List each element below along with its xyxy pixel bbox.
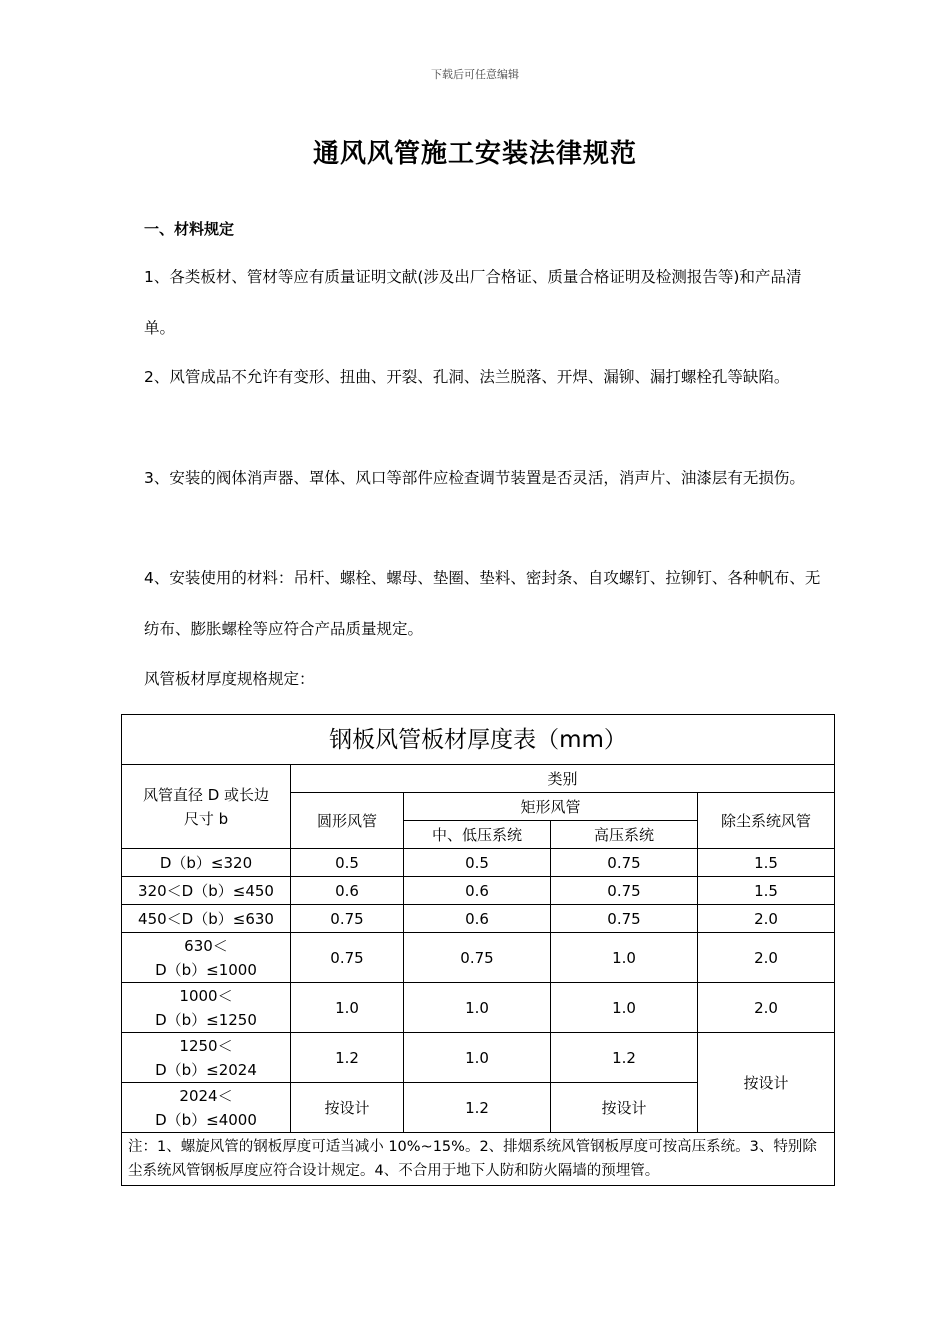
low-thickness-cell: 1.0 xyxy=(404,983,551,1033)
high-thickness-cell: 1.2 xyxy=(551,1033,698,1083)
table-caption: 钢板风管板材厚度表（mm） xyxy=(122,715,835,765)
paragraph-2: 2、风管成品不允许有变形、扭曲、开裂、孔洞、法兰脱落、开焊、漏铆、漏打螺栓孔等缺陷。 xyxy=(144,368,790,386)
size-line: 450＜D（b）≤630 xyxy=(138,909,274,928)
low-thickness-cell: 1.0 xyxy=(404,1033,551,1083)
size-column-header xyxy=(122,765,291,849)
dust-thickness-cell: 2.0 xyxy=(698,983,835,1033)
dust-duct-header: 除尘系统风管 xyxy=(698,793,835,849)
size-line: D（b）≤1000 xyxy=(155,960,257,979)
low-thickness-cell: 0.75 xyxy=(404,933,551,983)
rect-high-pressure-header: 高压系统 xyxy=(551,821,698,849)
size-line: D（b）≤4000 xyxy=(155,1110,257,1129)
rect-low-pressure-header: 中、低压系统 xyxy=(404,821,551,849)
size-cell xyxy=(122,905,291,933)
size-line: D（b）≤320 xyxy=(159,853,253,872)
table-row xyxy=(122,983,835,1033)
round-duct-header: 圆形风管 xyxy=(291,793,404,849)
dust-thickness-cell: 按设计 xyxy=(698,1033,835,1133)
low-thickness-cell: 1.2 xyxy=(404,1083,551,1133)
table-note: 注：1、螺旋风管的钢板厚度可适当减小 10%~15%。2、排烟系统风管钢板厚度可按高压系统。3、特别除尘系统风管钢板厚度应符合设计规定。4、不合用于地下人防和防火隔墙的预埋管。 xyxy=(122,1133,835,1186)
low-thickness-cell: 0.6 xyxy=(404,905,551,933)
paragraph-1: 1、各类板材、管材等应有质量证明文献(涉及出厂合格证、质量合格证明及检测报告等)和产品清单。 xyxy=(144,268,802,337)
high-thickness-cell: 按设计 xyxy=(551,1083,698,1133)
table-row xyxy=(122,933,835,983)
high-thickness-cell: 1.0 xyxy=(551,933,698,983)
low-thickness-cell: 0.6 xyxy=(404,877,551,905)
round-thickness-cell: 0.75 xyxy=(291,905,404,933)
document-title: 通风风管施工安装法律规范 xyxy=(312,139,637,169)
category-header: 类别 xyxy=(291,765,835,793)
dust-thickness-cell: 1.5 xyxy=(698,877,835,905)
size-line: 320＜D（b）≤450 xyxy=(138,881,274,900)
size-line: D（b）≤2024 xyxy=(155,1060,257,1079)
low-thickness-cell: 0.5 xyxy=(404,849,551,877)
size-cell xyxy=(122,877,291,905)
size-line: 1000＜ xyxy=(179,986,233,1005)
size-line: 2024＜ xyxy=(179,1086,233,1105)
round-thickness-cell: 0.6 xyxy=(291,877,404,905)
rect-duct-header: 矩形风管 xyxy=(404,793,698,821)
table-row xyxy=(122,1033,835,1083)
size-cell xyxy=(122,1033,291,1083)
paragraph-4: 4、安装使用的材料：吊杆、螺栓、螺母、垫圈、垫料、密封条、自攻螺钉、拉铆钉、各种帆布、无纺布、膨胀螺栓等应符合产品质量规定。 xyxy=(144,569,821,638)
table-row xyxy=(122,877,835,905)
round-thickness-cell: 按设计 xyxy=(291,1083,404,1133)
size-cell xyxy=(122,1083,291,1133)
high-thickness-cell: 0.75 xyxy=(551,877,698,905)
thickness-table xyxy=(121,714,835,1186)
dust-thickness-cell: 2.0 xyxy=(698,905,835,933)
size-line: 630＜ xyxy=(184,936,228,955)
table-row xyxy=(122,849,835,877)
size-cell xyxy=(122,933,291,983)
round-thickness-cell: 0.75 xyxy=(291,933,404,983)
size-cell xyxy=(122,983,291,1033)
size-column-label: 风管直径 D 或长边 尺寸 b xyxy=(142,785,270,828)
high-thickness-cell: 1.0 xyxy=(551,983,698,1033)
dust-thickness-cell: 1.5 xyxy=(698,849,835,877)
round-thickness-cell: 1.2 xyxy=(291,1033,404,1083)
size-line: 1250＜ xyxy=(179,1036,233,1055)
table-row xyxy=(122,905,835,933)
section-heading: 一、材料规定 xyxy=(144,220,235,238)
header-note: 下载后可任意编辑 xyxy=(431,68,519,81)
dust-thickness-cell: 2.0 xyxy=(698,933,835,983)
round-thickness-cell: 1.0 xyxy=(291,983,404,1033)
table-intro: 风管板材厚度规格规定： xyxy=(144,670,315,688)
size-cell xyxy=(122,849,291,877)
high-thickness-cell: 0.75 xyxy=(551,849,698,877)
round-thickness-cell: 0.5 xyxy=(291,849,404,877)
high-thickness-cell: 0.75 xyxy=(551,905,698,933)
paragraph-3: 3、安装的阀体消声器、罩体、风口等部件应检查调节装置是否灵活，消声片、油漆层有无损伤。 xyxy=(144,469,805,487)
size-line: D（b）≤1250 xyxy=(155,1010,257,1029)
